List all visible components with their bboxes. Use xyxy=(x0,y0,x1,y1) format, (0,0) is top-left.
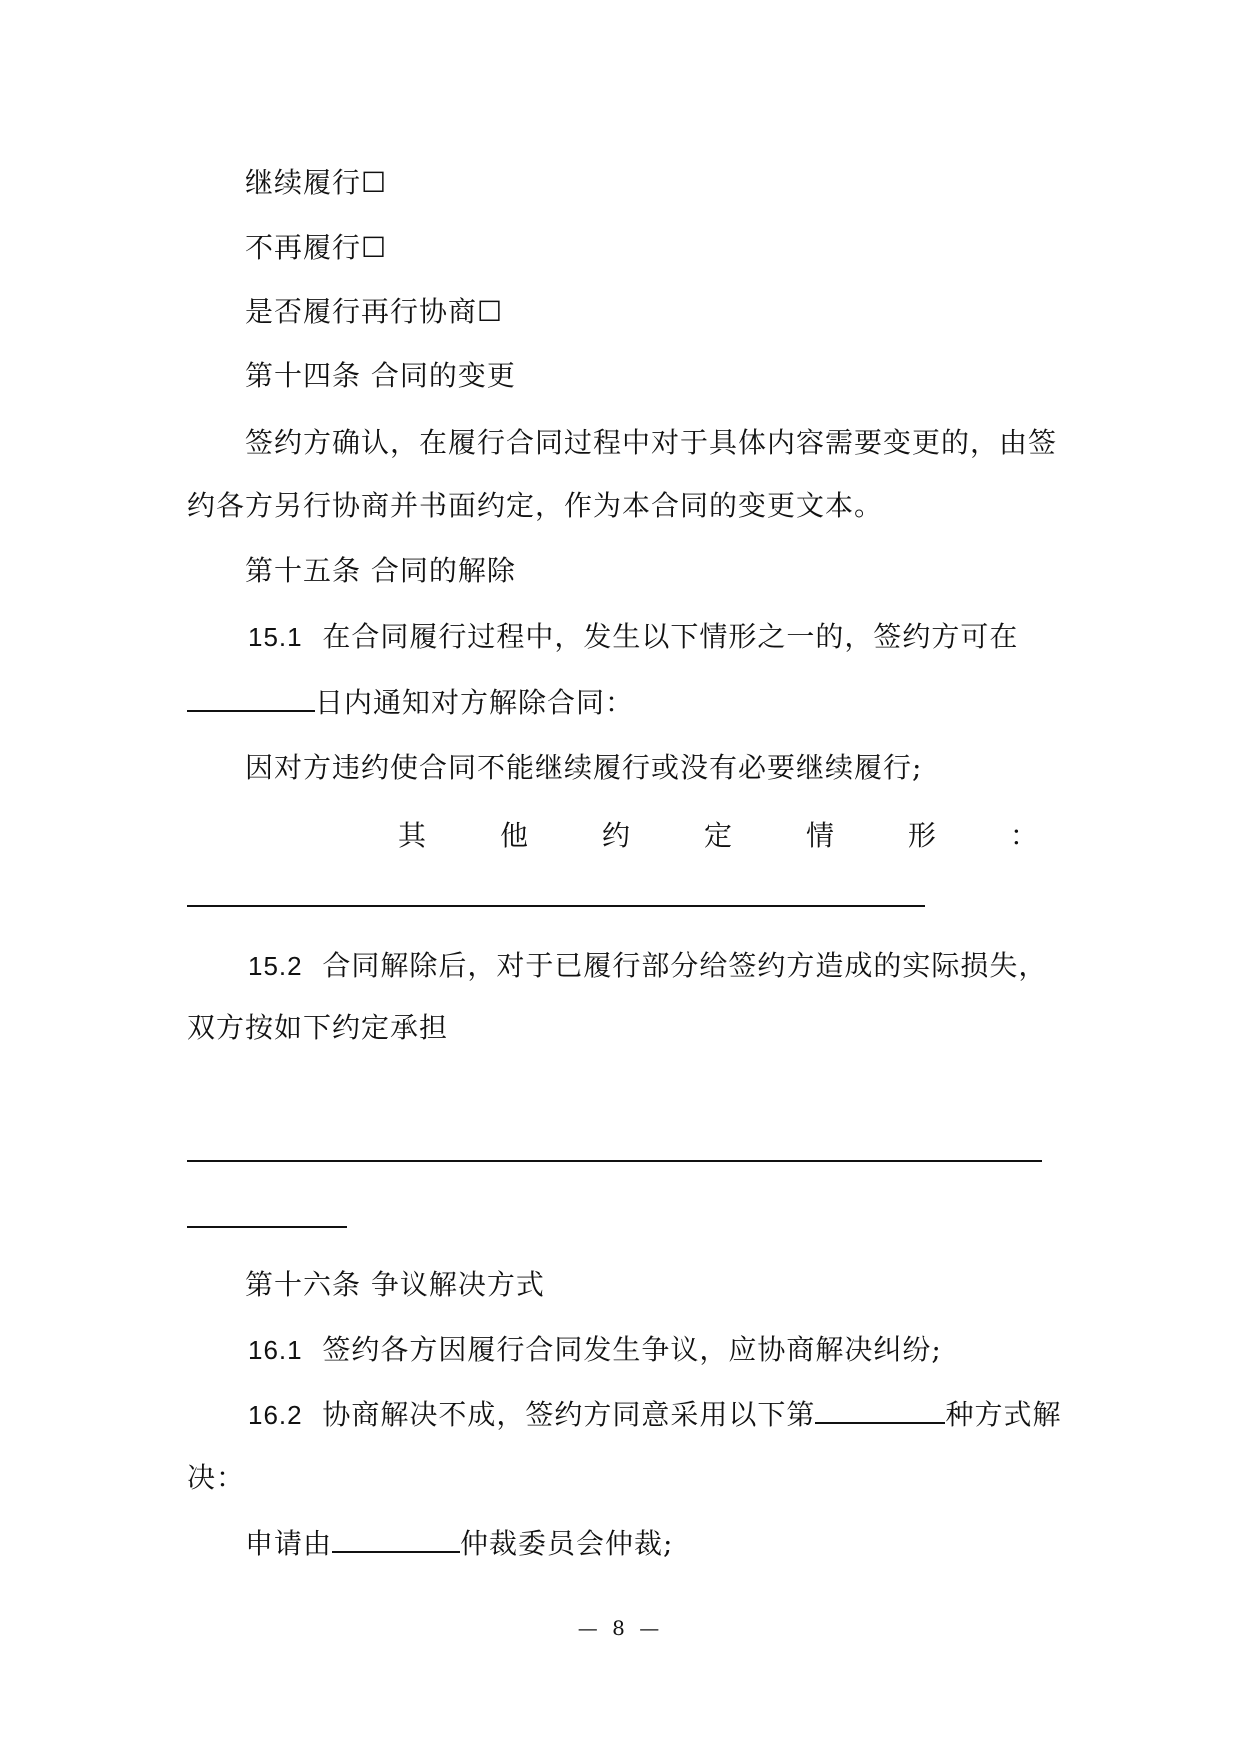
clause-16-2-line1: 16.2 协商解决不成，签约方同意采用以下第 种方式解 xyxy=(248,1398,1062,1431)
clause-15-2-line1: 15.2 合同解除后，对于已履行部分给签约方造成的实际损失， xyxy=(248,949,1048,982)
clause-15-1-item2: 其 他 约 定 情 形 ： xyxy=(398,819,1038,852)
clause-number: 15.2 xyxy=(248,951,303,981)
clause-15-1-item1: 因对方违约使合同不能继续履行或没有必要继续履行; xyxy=(245,751,923,784)
article-15-title: 第十五条 合同的解除 xyxy=(245,554,516,587)
article-14-body-line1: 签约方确认，在履行合同过程中对于具体内容需要变更的，由签 xyxy=(245,426,1058,459)
clause-16-1: 16.1 签约各方因履行合同发生争议，应协商解决纠纷; xyxy=(248,1333,942,1366)
clause-15-1-line2: 日内通知对方解除合同： xyxy=(187,684,634,721)
page-number: — 8 — xyxy=(577,1616,664,1640)
blank-loss-agreement-line1 xyxy=(187,1160,1042,1162)
blank-days xyxy=(187,684,315,712)
clause-16-2-item1: 申请由 仲裁委员会仲裁; xyxy=(245,1527,674,1560)
clause-15-1-line1: 15.1 在合同履行过程中，发生以下情形之一的，签约方可在 xyxy=(248,620,1019,653)
clause-16-2-line2: 决： xyxy=(187,1461,246,1494)
article-16-title: 第十六条 争议解决方式 xyxy=(245,1268,545,1301)
blank-other-circumstances xyxy=(187,905,925,907)
blank-method-number xyxy=(815,1396,945,1424)
article-14-title: 第十四条 合同的变更 xyxy=(245,359,516,392)
clause-15-2-line2: 双方按如下约定承担 xyxy=(187,1011,449,1044)
option-renegotiate: 是否履行再行协商☐ xyxy=(245,295,504,328)
blank-loss-agreement-line2 xyxy=(187,1226,347,1228)
clause-number: 15.1 xyxy=(248,622,303,652)
clause-number: 16.2 xyxy=(248,1400,303,1430)
option-stop-performance: 不再履行☐ xyxy=(245,231,388,264)
article-14-body-line2: 约各方另行协商并书面约定，作为本合同的变更文本。 xyxy=(187,489,884,522)
clause-number: 16.1 xyxy=(248,1335,303,1365)
blank-arbitration-commission xyxy=(332,1525,460,1553)
option-continue-performance: 继续履行☐ xyxy=(245,166,388,199)
